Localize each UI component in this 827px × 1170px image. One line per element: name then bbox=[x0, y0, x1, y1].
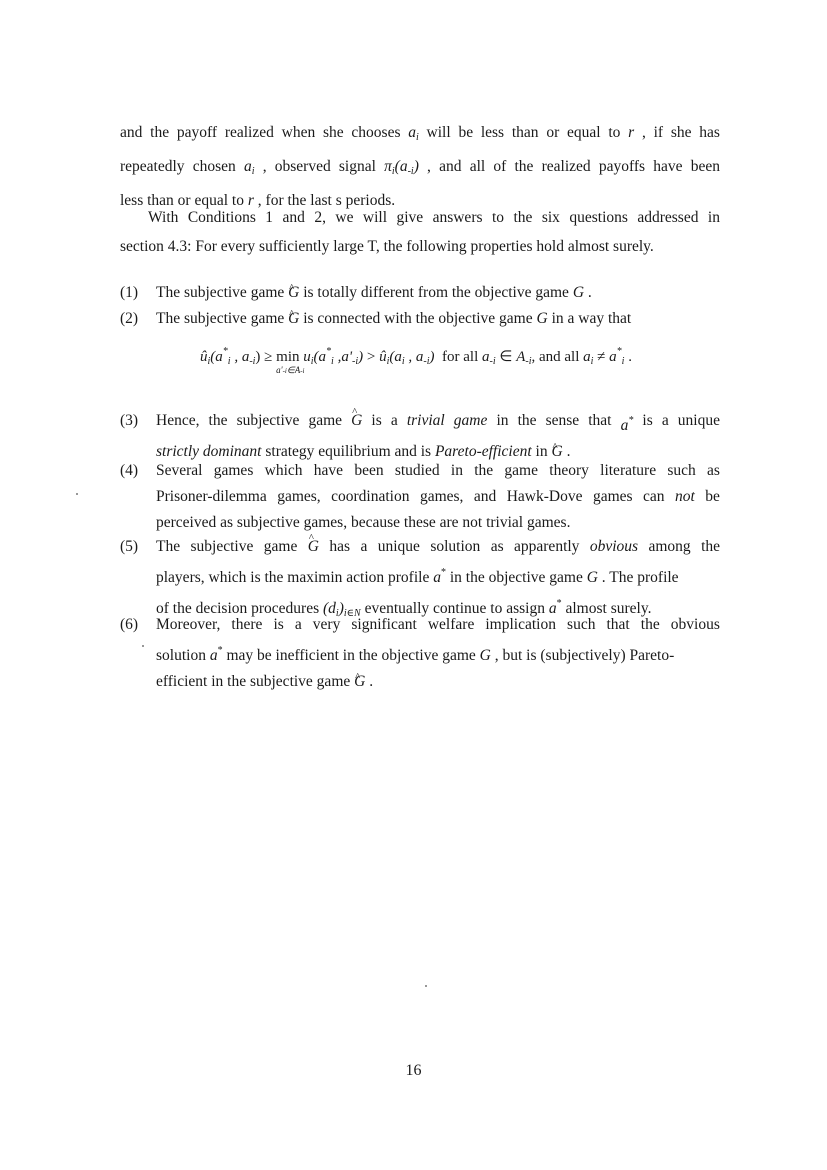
item-number: (4) bbox=[120, 462, 139, 479]
item-number: (6) bbox=[120, 616, 139, 633]
item-text: The subjective game ^ G is connected with the objective game G in a way that bbox=[156, 306, 720, 332]
item-number: (2) bbox=[120, 310, 139, 327]
scan-speck bbox=[142, 645, 144, 647]
text-line: With Conditions 1 and 2, we will give answers to the six questions addressed in bbox=[148, 209, 720, 226]
page-number: 16 bbox=[405, 1062, 422, 1079]
item-text: The subjective game ^ G is totally different from the objective game G . bbox=[156, 280, 720, 306]
for-all-text: for all bbox=[442, 349, 479, 365]
item-text: The subjective game ^ G has a unique solution as apparently obvious among the players, which is the maximin action profile a* in the objective game G . The profile of the decision procedures $(d_i)_{i\in N}$ eventually continue to assign a* almost surely. bbox=[156, 534, 720, 627]
text-line: section 4.3: For every sufficiently large T, the following properties hold almost surely. bbox=[120, 238, 654, 255]
paragraph-continuation bbox=[120, 118, 720, 215]
scan-speck bbox=[76, 493, 78, 495]
text-line: less than or equal to r , for the last s periods. bbox=[120, 192, 396, 209]
min-subscript: a'-i∈A-i bbox=[276, 365, 305, 375]
item-text: Hence, the subjective game ^ G is a trivial game in the sense that a* is a unique strictly dominant strategy equilibrium and is Pareto-efficient in ^ G . bbox=[156, 408, 720, 465]
item-number: (3) bbox=[120, 412, 139, 429]
item-text: Several games which have been studied in the game theory literature such as Prisoner-dilemma games, coordination games, and Hawk-Dove games can not be perceived as subjective games, because these are not trivial games. bbox=[156, 462, 720, 531]
item-number: (1) bbox=[120, 284, 139, 301]
scan-speck bbox=[425, 985, 427, 987]
text-line: and the payoff realized when she chooses $a_i$ will be less than or equal to r , if she has bbox=[120, 124, 720, 143]
item-text: Moreover, there is a very significant welfare implication such that the obvious solution a* may be inefficient in the objective game G , but is (subjectively) Pareto- efficient in the subjective game ^ G . bbox=[156, 612, 720, 695]
display-equation: $û_i(a^*_i$ , $a_{-i}) \ge \min$ a'-i∈A-i $u_i(a^*_i$ $,a'_{-i}$) > $û_i(a_i$ , $a_{-i}$) for all $a_{-i}$ ∈ $A_{-i}$, and all $a_i \ne a^*_i$ . bbox=[200, 346, 632, 375]
item-number: (5) bbox=[120, 538, 139, 555]
paragraph-intro bbox=[120, 203, 720, 261]
text-line: repeatedly chosen $a_i$ , observed signal $\pi_i(a_{-i})$ , and all of the realized payoffs have been bbox=[120, 158, 720, 177]
